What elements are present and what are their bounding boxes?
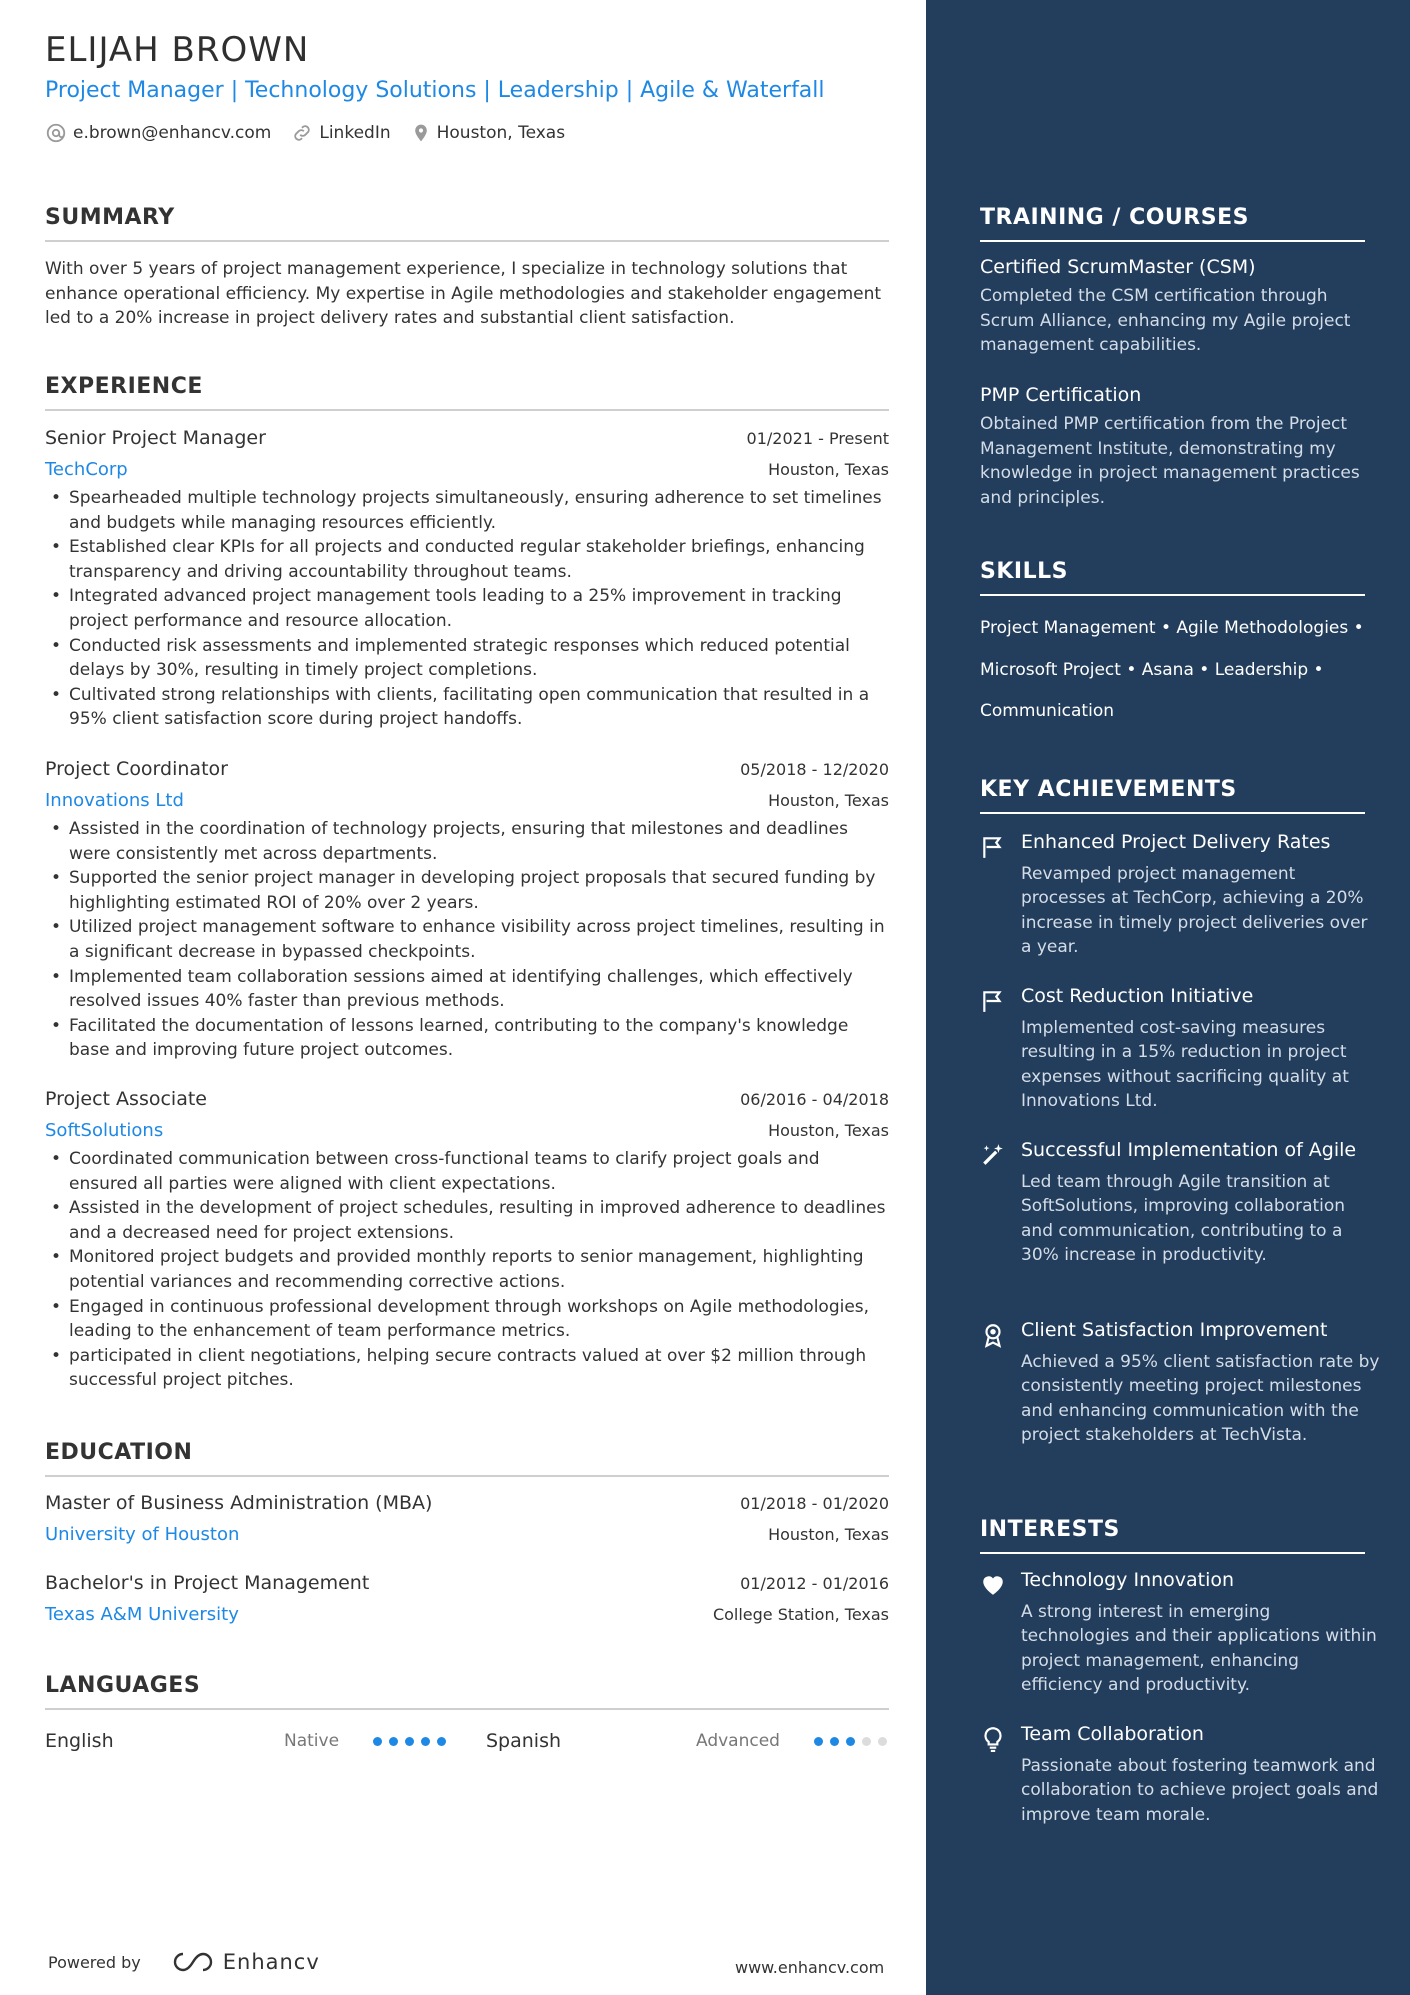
- interest-desc: A strong interest in emerging technologies and their applications within project management, enhancing efficiency and productivity.: [1021, 1601, 1377, 1695]
- job-entry: [45, 427, 889, 732]
- interest-title: Technology Innovation: [1021, 1569, 1235, 1591]
- location-text: Houston, Texas: [436, 123, 566, 143]
- bullet-item: • participated in client negotiations, helping secure contracts valued at over $2 million through successful project pitches.: [45, 1344, 889, 1393]
- bullet-item: • Coordinated communication between cross-functional teams to clarify project goals and ensured all parties were aligned with client expectations.: [45, 1147, 889, 1196]
- bullet-item: • Implemented team collaboration sessions aimed at identifying challenges, which effectively resolved issues 40% faster than previous methods.: [45, 965, 889, 1014]
- job-bullets: [45, 817, 889, 1063]
- achievement-desc: Led team through Agile transition at SoftSolutions, improving collaboration and communication, contributing to a 30% increase in productivity.: [1021, 1171, 1346, 1265]
- edu-location: Houston, Texas: [768, 1525, 889, 1544]
- language-english: [45, 1726, 465, 1756]
- achievements-title: KEY ACHIEVEMENTS: [980, 777, 1365, 814]
- course-title: Certified ScrumMaster (CSM): [980, 256, 1256, 278]
- footer-url[interactable]: www.enhancv.com: [735, 1958, 885, 1977]
- skills-line: Microsoft Project • Asana • Leadership •: [980, 659, 1324, 680]
- bullet-item: • Cultivated strong relationships with clients, facilitating open communication that resulted in a 95% client satisfaction score during project handoffs.: [45, 683, 889, 732]
- achievement-title: Enhanced Project Delivery Rates: [1021, 831, 1331, 853]
- interests-title: INTERESTS: [980, 1517, 1365, 1554]
- course-desc: Obtained PMP certification from the Project Management Institute, demonstrating my knowledge in project management practices and principles.: [980, 414, 1360, 508]
- achievement-desc: Achieved a 95% client satisfaction rate by consistently meeting project milestones and enhancing communication with the project stakeholders at TechVista.: [1021, 1351, 1380, 1445]
- skills-list: [980, 608, 1380, 733]
- sidebar: [926, 0, 1410, 1995]
- job-dates: 01/2021 - Present: [746, 429, 889, 448]
- award-icon: [980, 1322, 1006, 1348]
- language-dots: [373, 1737, 453, 1746]
- job-location: Houston, Texas: [768, 1121, 889, 1140]
- powered-by-text: Powered by: [48, 1952, 141, 1972]
- job-location: Houston, Texas: [768, 791, 889, 810]
- job-entry: [45, 758, 889, 1063]
- edu-school: University of Houston: [45, 1524, 240, 1545]
- level-dot: [830, 1737, 839, 1746]
- bullet-item: • Conducted risk assessments and implemented strategic responses which reduced potential delays by 30%, resulting in timely project completions.: [45, 634, 889, 683]
- bullet-item: • Utilized project management software to enhance visibility across project timelines, resulting in a significant decrease in bypassed checkpoints.: [45, 915, 889, 964]
- education-entry: [45, 1492, 889, 1545]
- level-dot: [405, 1737, 414, 1746]
- edu-school: Texas A&M University: [45, 1604, 239, 1625]
- candidate-name: ELIJAH BROWN: [45, 30, 310, 70]
- language-level: Native: [284, 1731, 340, 1751]
- edu-dates: 01/2018 - 01/2020: [740, 1494, 889, 1513]
- job-role: Senior Project Manager: [45, 427, 266, 449]
- language-name: English: [45, 1730, 114, 1752]
- bullet-item: • Assisted in the development of project schedules, resulting in improved adherence to deadlines and a decreased need for project extensions.: [45, 1196, 889, 1245]
- bullet-item: • Supported the senior project manager in developing project proposals that secured funding by highlighting estimated ROI of 20% over 2 years.: [45, 866, 889, 915]
- edu-dates: 01/2012 - 01/2016: [740, 1574, 889, 1593]
- achievement-desc: Implemented cost-saving measures resulting in a 15% reduction in project expenses without sacrificing quality at Innovations Ltd.: [1021, 1017, 1349, 1111]
- heart-icon: [980, 1572, 1006, 1598]
- flag-icon: [980, 988, 1006, 1014]
- bullet-item: • Spearheaded multiple technology projects simultaneously, ensuring adherence to set timelines and budgets while managing resources efficiently.: [45, 486, 889, 535]
- course-item: [980, 256, 1370, 358]
- achievement-desc: Revamped project management processes at TechCorp, achieving a 20% increase in timely project deliveries over a year.: [1021, 863, 1368, 957]
- language-name: Spanish: [486, 1730, 562, 1752]
- languages-title: LANGUAGES: [45, 1673, 889, 1710]
- level-dot: [878, 1737, 887, 1746]
- education-entry: [45, 1572, 889, 1625]
- bullet-item: • Established clear KPIs for all projects and conducted regular stakeholder briefings, enhancing transparency and driving accountability throughout teams.: [45, 535, 889, 584]
- level-dot: [421, 1737, 430, 1746]
- bullet-item: • Integrated advanced project management tools leading to a 25% improvement in tracking project performance and resource allocation.: [45, 584, 889, 633]
- bullet-item: • Monitored project budgets and provided monthly reports to senior management, highlighting potential variances and recommending corrective actions.: [45, 1245, 889, 1294]
- course-item: [980, 384, 1370, 510]
- job-role: Project Associate: [45, 1088, 207, 1110]
- course-desc: Completed the CSM certification through Scrum Alliance, enhancing my Agile project management capabilities.: [980, 286, 1351, 355]
- skills-line: Project Management • Agile Methodologies •: [980, 618, 1364, 638]
- location-pin-icon: [411, 122, 431, 144]
- level-dot: [437, 1737, 446, 1746]
- skills-title: SKILLS: [980, 559, 1365, 596]
- language-level: Advanced: [696, 1731, 780, 1751]
- achievement-title: Successful Implementation of Agile: [1021, 1139, 1357, 1161]
- contact-bar: [45, 122, 585, 144]
- job-company: Innovations Ltd: [45, 790, 184, 811]
- magic-wand-icon: [980, 1142, 1006, 1168]
- email-text: e.brown@enhancv.com: [73, 123, 272, 143]
- linkedin-text: LinkedIn: [319, 123, 391, 143]
- training-title: TRAINING / COURSES: [980, 205, 1365, 242]
- interest-desc: Passionate about fostering teamwork and collaboration to achieve project goals and improve team morale.: [1021, 1755, 1379, 1825]
- level-dot: [373, 1737, 382, 1746]
- achievement-title: Cost Reduction Initiative: [1021, 985, 1254, 1007]
- job-entry: [45, 1088, 889, 1393]
- bullet-item: • Engaged in continuous professional development through workshops on Agile methodologies, leading to the enhancement of team performance metrics.: [45, 1295, 889, 1344]
- job-bullets: [45, 1147, 889, 1393]
- skills-line: Communication: [980, 701, 1114, 721]
- brand-name: Enhancv: [222, 1950, 320, 1974]
- job-company: TechCorp: [45, 459, 128, 480]
- language-dots: [814, 1737, 894, 1746]
- education-title: EDUCATION: [45, 1440, 889, 1477]
- summary-title: SUMMARY: [45, 205, 889, 242]
- interest-title: Team Collaboration: [1021, 1723, 1204, 1745]
- experience-title: EXPERIENCE: [45, 374, 889, 411]
- edu-degree: Bachelor's in Project Management: [45, 1572, 370, 1594]
- job-location: Houston, Texas: [768, 460, 889, 479]
- language-spanish: [486, 1726, 906, 1756]
- contact-location: [411, 122, 565, 144]
- at-icon: [45, 122, 67, 144]
- job-dates: 05/2018 - 12/2020: [740, 760, 889, 779]
- enhancv-logo-icon: [169, 1950, 217, 1974]
- edu-degree: Master of Business Administration (MBA): [45, 1492, 433, 1514]
- level-dot: [814, 1737, 823, 1746]
- lightbulb-icon: [980, 1726, 1006, 1752]
- flag-icon: [980, 834, 1006, 860]
- headline: Project Manager | Technology Solutions | Leadership | Agile & Waterfall: [45, 78, 825, 103]
- summary-text: With over 5 years of project management experience, I specialize in technology solutions that enhance operational efficiency. My expertise in Agile methodologies and stakeholder engagement led to a 20% increase in project delivery rates and substantial client satisfaction.: [45, 259, 882, 328]
- job-role: Project Coordinator: [45, 758, 228, 780]
- job-company: SoftSolutions: [45, 1120, 164, 1141]
- job-dates: 06/2016 - 04/2018: [740, 1090, 889, 1109]
- level-dot: [862, 1737, 871, 1746]
- contact-linkedin[interactable]: [291, 122, 390, 144]
- course-title: PMP Certification: [980, 384, 1142, 406]
- bullet-item: • Assisted in the coordination of technology projects, ensuring that milestones and deadlines were consistently met across departments.: [45, 817, 889, 866]
- footer-branding: [48, 1950, 320, 1974]
- bullet-item: • Facilitated the documentation of lessons learned, contributing to the company's knowledge base and improving future project outcomes.: [45, 1014, 889, 1063]
- job-bullets: [45, 486, 889, 732]
- edu-location: College Station, Texas: [712, 1605, 889, 1624]
- level-dot: [389, 1737, 398, 1746]
- link-icon: [291, 122, 313, 144]
- level-dot: [846, 1737, 855, 1746]
- contact-email[interactable]: [45, 122, 271, 144]
- achievement-title: Client Satisfaction Improvement: [1021, 1319, 1328, 1341]
